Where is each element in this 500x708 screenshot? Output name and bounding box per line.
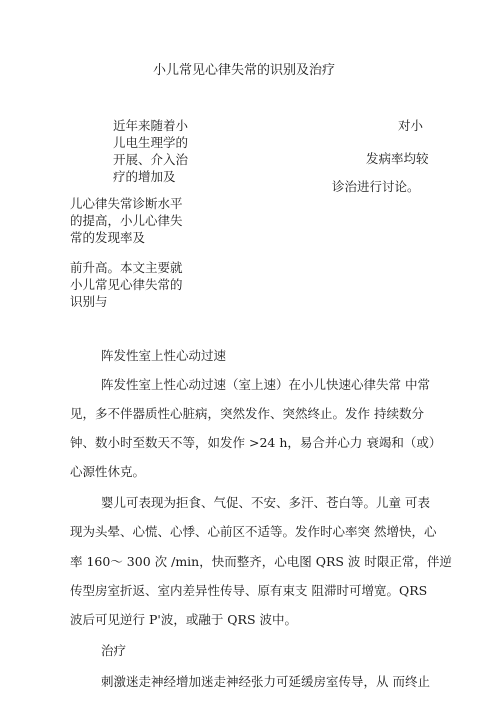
text-line: 波后可见逆行 P'波，或融于 QRS 波中。 (70, 612, 297, 627)
text-line: 前升高。本文主要就 (70, 260, 183, 275)
text-line: 疗的增加及 (113, 169, 176, 184)
text-line: 儿心律失常诊断水平 (70, 196, 183, 211)
text-line: 的提高，小儿心律失 (70, 213, 183, 228)
text-line: 阵发性室上性心动过速（室上速）在小儿快速心律失常 中常 (101, 377, 430, 392)
text-line: 识别与 (70, 294, 108, 309)
text-line: 现为头晕、心慌、心悸、心前区不适等。发作时心率突 然增快，心 (70, 524, 437, 539)
intro-right-line-2: 发病率均较 (366, 151, 429, 166)
intro-block-2 (70, 195, 183, 246)
intro-right-line-3: 诊治进行讨论。 (332, 179, 420, 194)
text-line: 钟、数小时至数天不等，如发作 >24 h，易合并心力 衰竭和（或） (70, 435, 442, 450)
section-heading: 阵发性室上性心动过速 (101, 348, 227, 363)
page-title: 小儿常见心律失常的识别及治疗 (153, 63, 336, 78)
text-line: 传型房室折返、室内差异性传导、原有束支 阻滞时可增宽。QRS (70, 583, 428, 598)
text-line: 心源性休克。 (70, 464, 146, 479)
intro-block-3 (70, 259, 183, 310)
text-line: 小儿常见心律失常的 (70, 277, 183, 292)
text-line: 婴儿可表现为拒食、气促、不安、多汗、苍白等。儿童 可表 (101, 495, 430, 510)
text-line: 常的发现率及 (70, 230, 146, 245)
text-line: 见，多不伴器质性心脏病，突然发作、突然终止。发作 持续数分 (70, 406, 424, 421)
text-line: 率 160～ 300 次 /min，快而整齐，心电图 QRS 波 时限正常，伴逆 (70, 554, 452, 569)
paragraph-3: 刺激迷走神经增加迷走神经张力可延缓房室传导，从 而终止 (101, 674, 430, 689)
treatment-heading: 治疗 (101, 643, 127, 658)
text-line: 近年来随着小 (113, 118, 189, 133)
text-line: 开展、介入治 (113, 152, 189, 167)
intro-right-line-1: 对小 (398, 118, 424, 133)
intro-left-column (113, 117, 188, 185)
text-line: 儿电生理学的 (113, 135, 189, 150)
